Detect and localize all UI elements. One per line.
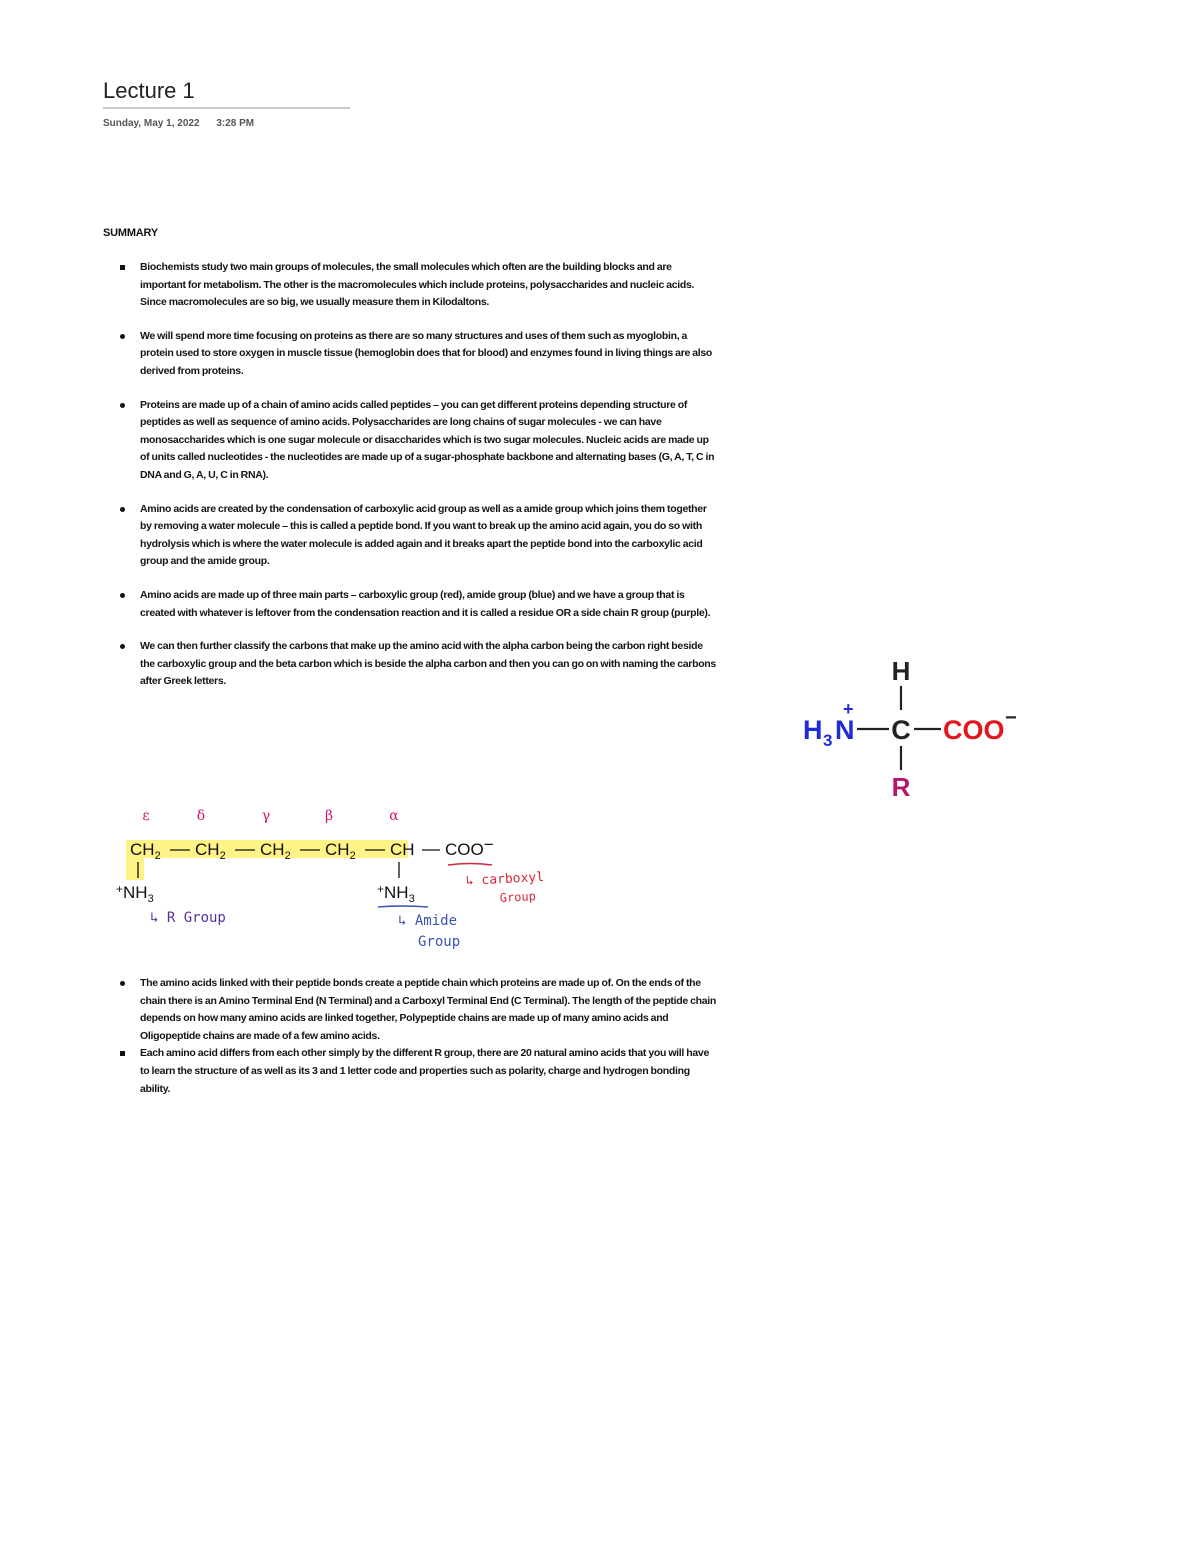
greek-beta: β	[324, 808, 334, 824]
carboxyl-group	[943, 707, 1017, 745]
amino-acid-structure	[795, 650, 1035, 810]
summary-bullet-list	[103, 259, 718, 707]
alpha-carbon: C	[891, 715, 911, 745]
summary-bullet: Amino acids are created by the condensation of carboxylic acid group as well as a amide group which joins them together by removing a water molecule – this is called a peptide bond. If you want to break up the amino acid again, you do so with hydrolysis which is where the water molecule is added again and it breaks apart the peptide bond into the carboxylic acid group and the amide group.	[103, 501, 718, 571]
carboxyl-charge: −	[1005, 707, 1017, 729]
summary-bullet: We will spend more time focusing on proteins as there are so many structures and uses of them such as myoglobin, a protein used to store oxygen in muscle tissue (hemoglobin does that for blood) and enzymes found in living things are also derived from proteins.	[103, 328, 718, 381]
greek-labels	[142, 808, 399, 824]
ch2-gamma: $CH_2$	[260, 840, 291, 862]
amide-underline	[378, 906, 428, 907]
summary-bullet: Each amino acid differs from each other simply by the different R group, there are 20 natural amino acids that you will have to learn the structure of as well as its 3 and 1 letter code and properties such as polarity, charge and hydrogen bonding ability.	[103, 1045, 718, 1098]
note-amide: ↳ Amide	[398, 913, 458, 929]
amine-n: N	[835, 715, 855, 745]
note-r-group: ↳ R Group	[150, 910, 226, 926]
summary-heading: SUMMARY	[103, 227, 159, 239]
summary-bullet: Proteins are made up of a chain of amino acids called peptides – you can get different proteins depending structure of peptides as well as sequence of amino acids. Polysaccharides are long chains of sugar molecules - we can have monosaccharides which is one sugar molecule or disaccharides which is two sugar molecules. Nucleic acids are made up of units called nucleotides - the nucleotides are made up of a sugar-phosphate backbone and alternating bases (G, A, T, C in DNA and G, A, U, C in RNA).	[103, 397, 718, 485]
ch-alpha: CH	[390, 840, 415, 859]
summary-bullet: We can then further classify the carbons that make up the amino acid with the alpha carbon being the carbon right beside the carboxylic group and the beta carbon which is beside the alpha carbon and then you can go on with naming the carbons after Greek letters.	[103, 638, 718, 691]
greek-delta: δ	[196, 808, 206, 824]
carboxyl-underline	[448, 864, 492, 866]
ch2-beta: $CH_2$	[325, 840, 356, 862]
nh3-alpha: $^+NH_3$	[377, 882, 415, 905]
structure-h-top: H	[891, 656, 911, 686]
note-carboxyl-group: Group	[499, 889, 537, 905]
ch2-delta: $CH_2$	[195, 840, 226, 862]
note-amide-group: Group	[418, 934, 461, 950]
greek-alpha: α	[389, 808, 399, 824]
ch2-epsilon: $CH_2$	[130, 840, 161, 862]
title-divider	[103, 107, 350, 109]
amine-charge: +	[843, 699, 854, 719]
page-meta	[103, 118, 268, 129]
page-title: Lecture 1	[103, 78, 195, 103]
note-carboxyl: ↳ carboxyl	[465, 869, 545, 889]
page-date: Sunday, May 1, 2022	[103, 118, 200, 129]
coo-group: COO−	[445, 835, 494, 859]
amine-subscript: 3	[823, 731, 833, 750]
summary-bullet: Amino acids are made up of three main parts – carboxylic group (red), amide group (blue) and we have a group that is created with whatever is leftover from the condensation reaction and it is called a residue OR a side chain R group (purple).	[103, 587, 718, 622]
handwritten-notes	[150, 864, 544, 951]
r-group: R	[891, 772, 911, 802]
carbon-chain-diagram	[110, 800, 590, 960]
greek-gamma: γ	[261, 808, 271, 824]
page-time: 3:28 PM	[216, 118, 255, 129]
summary-bullet-list-continued	[103, 975, 718, 1098]
greek-epsilon: ε	[142, 808, 150, 824]
summary-bullet: The amino acids linked with their peptide bonds create a peptide chain which proteins are made up of. On the ends of the chain there is an Amino Terminal End (N Terminal) and a Carboxyl Terminal End (C Terminal). The length of the peptide chain depends on how many amino acids are linked together, Polypeptide chains are made up of many amino acids and Oligopeptide chains are made of a few amino acids.	[103, 975, 718, 1045]
nh3-epsilon: $^+NH_3$	[116, 882, 154, 905]
amine-h: H	[803, 715, 823, 745]
carboxyl-text: COO	[943, 715, 1005, 745]
summary-bullet: Biochemists study two main groups of molecules, the small molecules which often are the building blocks and are important for metabolism. The other is the macromolecules which include proteins, polysaccharides and nucleic acids. Since macromolecules are so big, we usually measure them in Kilodaltons.	[103, 259, 718, 312]
amine-group	[803, 699, 855, 750]
